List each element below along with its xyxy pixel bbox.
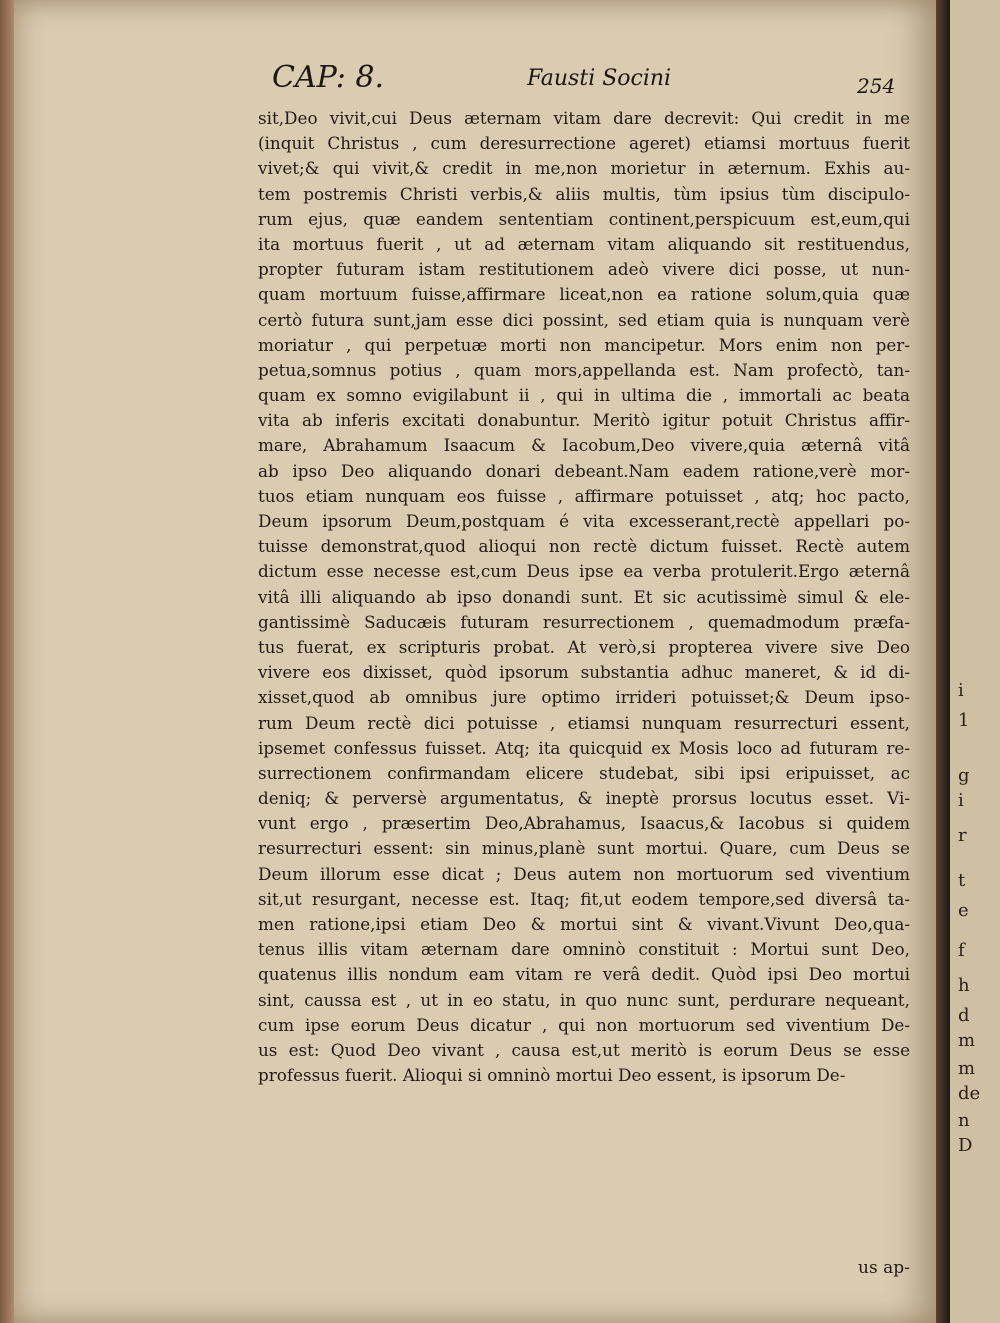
- text-line: Deum ipsorum Deum,postquam é vita excesserant,rectè appellari po-: [258, 511, 910, 531]
- text-line: tuisse demonstrat,quod alioqui non rectè dictum fuisset. Rectè autem: [258, 536, 910, 557]
- text-line: rum Deum rectè dici potuisse , etiamsi nunquam resurrecturi essent,: [258, 712, 910, 733]
- facing-page-letter: g: [958, 765, 970, 786]
- text-line: vivet;& qui vivit,& credit in me,non morietur in æternum. Exhis au-: [258, 158, 910, 179]
- text-line: mare, Abrahamum Isaacum & Iacobum,Deo vivere,quia æternâ vitâ: [258, 435, 910, 456]
- book-gutter: [936, 0, 950, 1323]
- facing-page-letter: i: [958, 790, 964, 811]
- text-line: resurrecturi essent: sin minus,planè sunt mortui. Quare, cum Deus se: [258, 838, 910, 859]
- facing-page-letter: 1: [958, 710, 970, 731]
- text-line: quam ex somno evigilabunt ii , qui in ultima die , immortali ac beata: [258, 385, 910, 406]
- text-line: dictum esse necesse est,cum Deus ipse ea verba protulerit.Ergo æternâ: [258, 561, 910, 582]
- facing-page-letter: f: [958, 940, 965, 961]
- facing-page-letter: e: [958, 900, 969, 921]
- text-line: tus fuerat, ex scripturis probat. At verò,si propterea vivere sive Deo: [258, 636, 910, 657]
- facing-page-letter: n: [958, 1110, 970, 1131]
- text-line: vunt ergo , præsertim Deo,Abrahamus, Isaacus,& Iacobus si quidem: [258, 813, 910, 834]
- facing-page-letter: de: [958, 1083, 981, 1104]
- text-line: petua,somnus potius , quam mors,appellanda est. Nam profectò, tan-: [258, 359, 910, 380]
- text-line: surrectionem confirmandam elicere studebat, sibi ipsi eripuisset, ac: [258, 762, 910, 783]
- running-title: Fausti Socini: [527, 66, 672, 91]
- text-line: sit,Deo vivit,cui Deus æternam vitam dare decrevit: Qui credit in me: [258, 108, 910, 128]
- text-line: rum ejus, quæ eandem sententiam continent,perspicuum est,eum,qui: [258, 208, 910, 229]
- facing-page-letter: m: [958, 1030, 976, 1051]
- facing-page-fragment: [950, 0, 1000, 1323]
- text-line: moriatur , qui perpetuæ morti non mancipetur. Mors enim non per-: [258, 334, 910, 355]
- facing-page-letter: h: [958, 975, 970, 996]
- text-line: us est: Quod Deo vivant , causa est,ut meritò is eorum Deus se esse: [258, 1039, 910, 1060]
- facing-page-letter: d: [958, 1005, 970, 1026]
- text-line: ipsemet confessus fuisset. Atq; ita quicquid ex Mosis loco ad futuram re-: [258, 737, 910, 758]
- page-edge: [0, 0, 14, 1323]
- facing-page-letter: D: [958, 1135, 973, 1156]
- text-line: sit,ut resurgant, necesse est. Itaq; fit,ut eodem tempore,sed diversâ ta-: [258, 888, 910, 909]
- running-header: [272, 60, 922, 100]
- text-line: quatenus illis nondum eam vitam re verâ dedit. Quòd ipsi Deo mortui: [258, 964, 910, 985]
- text-line: men ratione,ipsi etiam Deo & mortui sint & vivant.Vivunt Deo,qua-: [258, 914, 910, 934]
- text-line: tenus illis vitam æternam dare omninò constituit : Mortui sunt Deo,: [258, 939, 910, 960]
- text-line: (inquit Christus , cum deresurrectione ageret) etiamsi mortuus fuerit: [258, 133, 910, 154]
- text-line: cum ipse eorum Deus dicatur , qui non mortuorum sed viventium De-: [258, 1014, 910, 1035]
- text-line: xisset,quod ab omnibus jure optimo irrideri potuisset;& Deum ipso-: [258, 687, 910, 708]
- text-line: deniq; & perversè argumentatus, & ineptè prorsus locutus esset. Vi-: [258, 788, 910, 809]
- text-line: gantissimè Saducæis futuram resurrectionem , quemadmodum præfa-: [258, 611, 910, 632]
- catchword: us ap-: [858, 1258, 910, 1278]
- text-line: propter futuram istam restitutionem adeò vivere dici posse, ut nun-: [258, 259, 910, 280]
- text-line: professus fuerit. Alioqui si omninò mortui Deo essent, is ipsorum De-: [258, 1065, 846, 1086]
- text-line: vivere eos dixisset, quòd ipsorum substantia adhuc maneret, & id di-: [258, 662, 910, 683]
- text-line: quam mortuum fuisse,affirmare liceat,non ea ratione solum,quia quæ: [258, 284, 910, 305]
- facing-page-letter: i: [958, 680, 964, 701]
- page-number: 254: [857, 74, 896, 98]
- text-line: sint, caussa est , ut in eo statu, in quo nunc sunt, perdurare nequeant,: [258, 989, 910, 1010]
- text-line: tem postremis Christi verbis,& aliis multis, tùm ipsius tùm discipulo-: [258, 183, 910, 204]
- text-line: vitâ illi aliquando ab ipso donandi sunt. Et sic acutissimè simul & ele-: [258, 586, 910, 607]
- text-line: ita mortuus fuerit , ut ad æternam vitam aliquando sit restituendus,: [258, 233, 910, 254]
- facing-page-letter: r: [958, 825, 967, 846]
- text-line: Deum illorum esse dicat ; Deus autem non mortuorum sed viventium: [258, 863, 910, 884]
- text-line: ab ipso Deo aliquando donari debeant.Nam eadem ratione,verè mor-: [258, 460, 910, 481]
- text-line: vita ab inferis excitati donabuntur. Meritò igitur potuit Christus affir-: [258, 410, 910, 431]
- chapter-label: CAP: 8.: [272, 60, 385, 95]
- facing-page-letter: m: [958, 1058, 976, 1079]
- facing-page-letter: t: [958, 870, 966, 891]
- body-text: [258, 106, 910, 1088]
- text-line: tuos etiam nunquam eos fuisse , affirmare potuisset , atq; hoc pacto,: [258, 485, 910, 506]
- text-line: certò futura sunt,jam esse dici possint, sed etiam quia is nunquam verè: [258, 309, 910, 330]
